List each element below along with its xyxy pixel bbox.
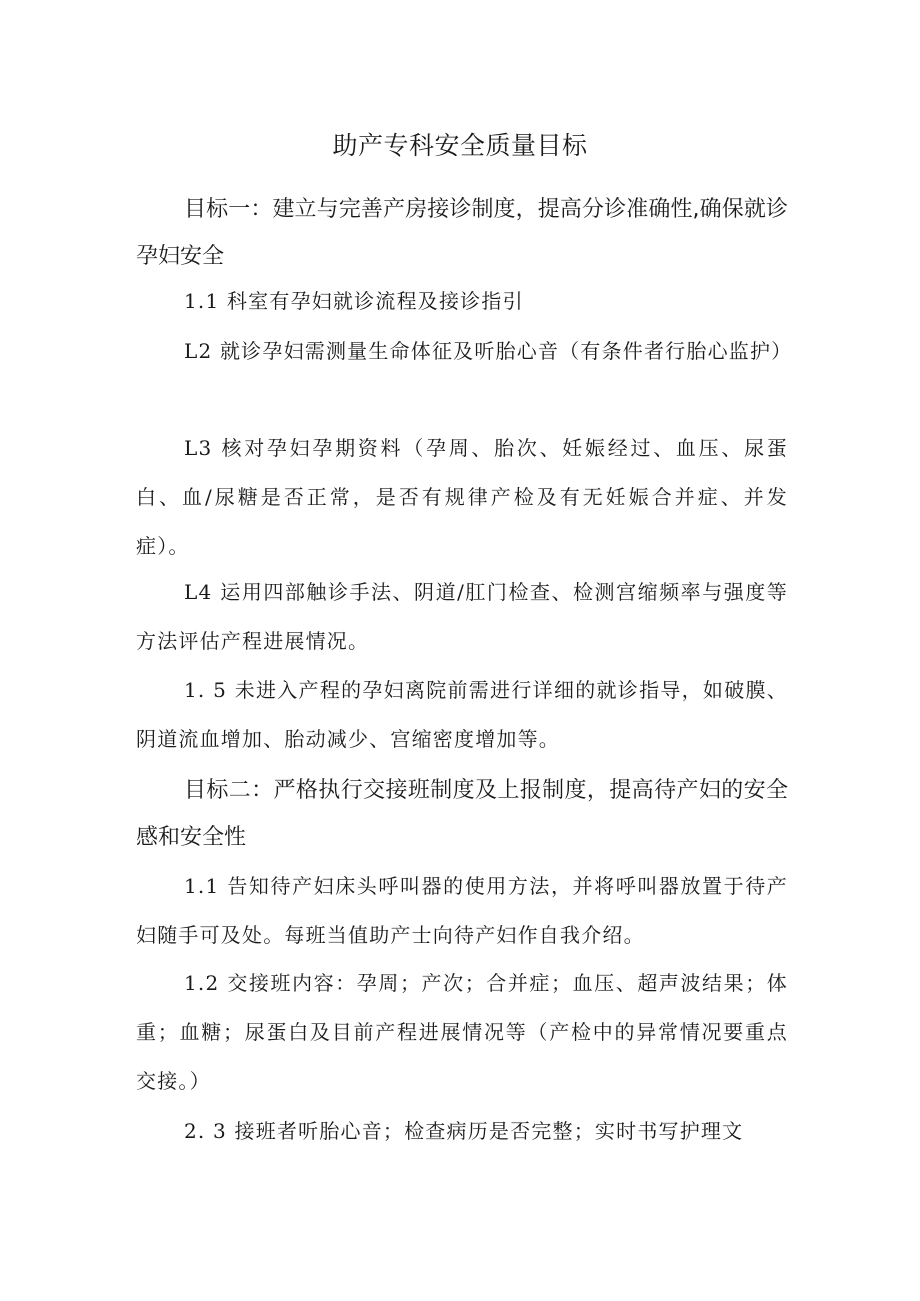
goal-one-heading: 目标一：建立与完善产房接诊制度，提高分诊准确性,确保就诊孕妇安全 [136, 197, 788, 269]
document-title: 助产专科安全质量目标 [332, 131, 588, 160]
goal-one-item-5: 1. 5 未进入产程的孕妇离院前需进行详细的就诊指导，如破膜、阴道流血增加、胎动减少、宫缩密度增加等。 [136, 678, 788, 751]
goal-two-heading: 目标二：严格执行交接班制度及上报制度，提高待产妇的安全感和安全性 [136, 778, 788, 850]
goal-two-item-3: 2. 3 接班者听胎心音；检查病历是否完整；实时书写护理文 [184, 1119, 744, 1143]
goal-one-item-3: L3 核对孕妇孕期资料（孕周、胎次、妊娠经过、血压、尿蛋白、血/尿糖是否正常，是否有规律产检及有无妊娠合并症、并发症）。 [136, 436, 788, 558]
goal-one-item-4: L4 运用四部触诊手法、阴道/肛门检查、检测宫缩频率与强度等方法评估产程进展情况。 [136, 580, 788, 653]
goal-two-item-2: 1.2 交接班内容：孕周；产次；合并症；血压、超声波结果；体重；血糖；尿蛋白及目前产程进展情况等（产检中的异常情况要重点交接。） [136, 971, 788, 1093]
goal-one-item-1: 1.1 科室有孕妇就诊流程及接诊指引 [184, 289, 524, 313]
goal-one-item-2: L2 就诊孕妇需测量生命体征及听胎心音（有条件者行胎心监护） [184, 339, 793, 363]
goal-two-item-1: 1.1 告知待产妇床头呼叫器的使用方法，并将呼叫器放置于待产妇随手可及处。每班当值助产士向待产妇作自我介绍。 [136, 874, 788, 947]
